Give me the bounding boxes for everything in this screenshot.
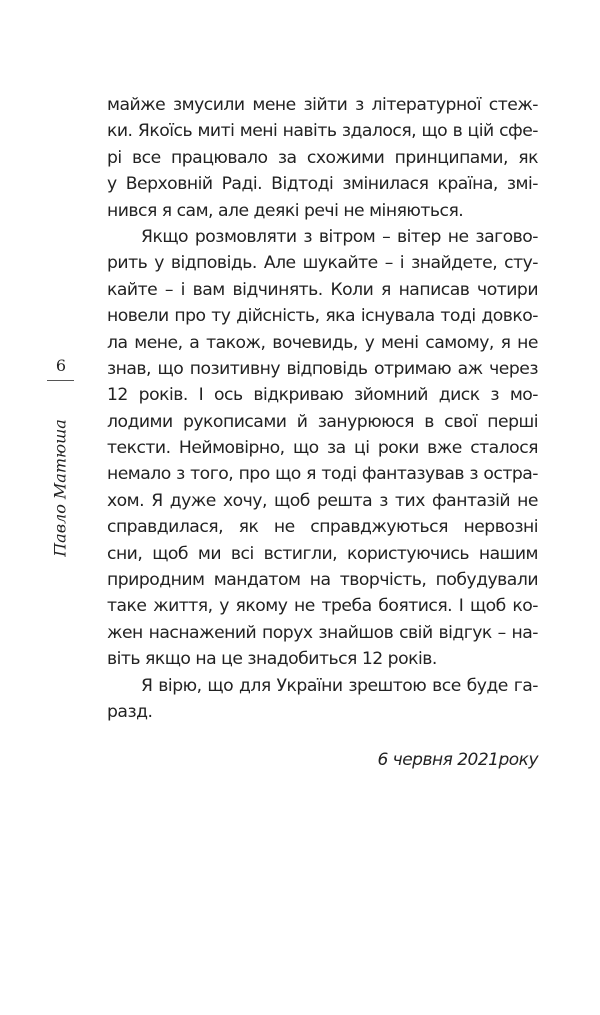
text-line: знав, що позитивну відповідь отримаю аж через xyxy=(107,358,538,379)
text-line: таке життя, у якому не треба боятися. І щоб ко- xyxy=(107,596,538,617)
text-line: майже змусили мене зійти з літературної стеж- xyxy=(107,95,538,115)
text-line: тексти. Неймовірно, що за ці роки вже сталося xyxy=(107,438,538,459)
page-number-rule xyxy=(47,380,74,381)
body-text xyxy=(107,92,538,725)
text-line: Я вірю, що для України зрештою все буде га- xyxy=(141,675,538,696)
text-line: сни, щоб ми всі встигли, користуючись нашим xyxy=(107,543,538,564)
text-line: ки. Якоїсь миті мені навіть здалося, що в цій сфе- xyxy=(107,121,538,142)
text-line: новели про ту дійсність, яка існувала тоді довко- xyxy=(107,306,538,327)
signature-date: 6 червня 2021року xyxy=(377,750,538,770)
text-line: лодими рукописами й занурююся в свої перші xyxy=(107,411,538,432)
text-line: жен наснажений порух знайшов свій відгук – на- xyxy=(107,622,538,643)
text-line: немало з того, про що я тоді фантазував з остра- xyxy=(107,464,538,485)
text-line: нився я сам, але деякі речі не міняються. xyxy=(107,200,464,221)
text-line: ла мене, а також, вочевидь, у мені самому, я не xyxy=(107,332,538,353)
text-line: кайте – і вам відчинять. Коли я написав чотири xyxy=(107,279,538,300)
text-line: віть якщо на це знадобиться 12 років. xyxy=(107,649,437,670)
text-line: справдилася, як не справджуються нервозні xyxy=(107,517,538,538)
text-line: рить у відповідь. Але шукайте – і знайдете, сту- xyxy=(107,253,538,274)
text-line: хом. Я дуже хочу, щоб решта з тих фантазій не xyxy=(107,490,538,511)
text-line: природним мандатом на творчість, побудували xyxy=(107,570,538,591)
page-number: 6 xyxy=(55,356,67,375)
text-line: 12 років. І ось відкриваю зйомний диск з мо- xyxy=(107,385,538,406)
text-line: у Верховній Раді. Відтоді змінилася країна, змі- xyxy=(107,174,538,195)
text-line: Якщо розмовляти з вітром – вітер не загово- xyxy=(141,226,538,247)
text-line: рі все працювало за схожими принципами, як xyxy=(107,147,538,168)
text-line: разд. xyxy=(107,701,153,722)
running-head-author: Павло Матюша xyxy=(50,419,70,557)
